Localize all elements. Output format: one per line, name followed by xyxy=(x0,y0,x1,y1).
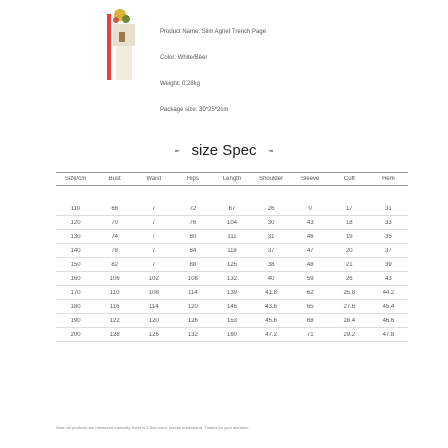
table-cell: 43 xyxy=(306,219,314,226)
table-cell: 29.2 xyxy=(343,331,356,338)
table-row xyxy=(56,314,408,328)
table-cell: 160 xyxy=(226,331,237,338)
table-row xyxy=(56,216,408,230)
table-cell: 47.8 xyxy=(382,331,395,338)
table-cell: 68 xyxy=(306,317,314,324)
table-cell: 132 xyxy=(187,331,198,338)
column-header: Waist xyxy=(146,176,162,182)
table-row xyxy=(56,202,408,216)
table-cell: 170 xyxy=(70,289,81,296)
table-cell: 82 xyxy=(111,261,118,268)
size-table-body xyxy=(56,202,408,342)
measurement-note: Note: All products are measured manually, there is 1-3cm error, please understand. Thanks for your attention. xyxy=(56,425,250,430)
table-cell: 18 xyxy=(345,219,353,226)
table-cell: 25.8 xyxy=(343,289,356,296)
table-cell: 65 xyxy=(306,303,314,310)
table-cell: 102 xyxy=(148,275,159,282)
table-cell: 120 xyxy=(187,303,198,310)
table-cell: 76 xyxy=(189,219,197,226)
table-cell: 114 xyxy=(148,303,159,310)
table-cell: 40 xyxy=(267,275,275,282)
table-cell: 43.6 xyxy=(265,303,277,310)
table-cell: 139 xyxy=(226,289,237,296)
table-cell: 118 xyxy=(227,247,237,254)
header-dash-right: - xyxy=(268,142,274,159)
table-cell: 39 xyxy=(385,261,392,268)
table-cell: 0 xyxy=(308,205,312,212)
column-header: Sleeve xyxy=(301,176,320,182)
column-header: Bust xyxy=(108,176,121,182)
coat-illustration xyxy=(104,8,138,83)
table-cell: 110 xyxy=(109,289,120,296)
table-cell: 190 xyxy=(70,317,81,324)
table-row xyxy=(56,244,408,258)
table-cell: / xyxy=(152,247,155,254)
table-cell: 84 xyxy=(189,247,197,254)
table-cell: 26 xyxy=(345,275,353,282)
table-cell: 180 xyxy=(70,303,81,310)
table-cell: 37 xyxy=(267,247,275,254)
column-header: Size/cm xyxy=(64,176,87,182)
size-table xyxy=(56,172,408,342)
table-cell: 114 xyxy=(188,289,198,296)
table-cell: 37 xyxy=(385,247,392,254)
table-cell: 72 xyxy=(189,205,197,212)
size-spec-header xyxy=(0,142,448,158)
table-cell: 160 xyxy=(70,275,81,282)
table-cell: 17 xyxy=(345,205,353,212)
column-header: Cuff xyxy=(343,176,355,182)
table-row xyxy=(56,300,408,314)
table-cell: 200 xyxy=(70,331,81,338)
header-dash-left: - xyxy=(174,142,180,159)
table-cell: 20 xyxy=(345,247,353,254)
table-row xyxy=(56,272,408,286)
table-cell: 31 xyxy=(385,205,392,212)
column-header: Hem xyxy=(382,176,395,182)
table-row xyxy=(56,286,408,300)
product-weight: Weight: 0.28kg xyxy=(160,81,200,87)
product-name: Product Name: Slim Agnet Trench Page xyxy=(160,29,267,35)
column-header: Shoulder xyxy=(259,176,284,182)
table-cell: 46.6 xyxy=(382,317,395,324)
table-cell: 126 xyxy=(187,317,198,324)
table-cell: 80 xyxy=(189,233,197,240)
table-cell: 111 xyxy=(227,233,237,240)
table-cell: 120 xyxy=(70,219,81,226)
table-cell: 71 xyxy=(306,331,314,338)
table-cell: / xyxy=(152,233,155,240)
table-cell: 116 xyxy=(109,303,120,310)
table-cell: 33 xyxy=(385,219,392,226)
table-cell: 31 xyxy=(267,233,275,240)
table-cell: 70 xyxy=(111,219,118,226)
table-cell: 26 xyxy=(267,205,275,212)
column-header: Hips xyxy=(186,176,199,182)
table-cell: 132 xyxy=(226,275,237,282)
table-cell: 62 xyxy=(306,289,314,296)
table-cell: 41.8 xyxy=(265,289,277,296)
table-cell: / xyxy=(152,205,155,212)
table-cell: 66 xyxy=(111,205,118,212)
table-cell: 140 xyxy=(70,247,81,254)
table-cell: 110 xyxy=(70,205,81,212)
column-header: Length xyxy=(222,176,242,182)
table-cell: 153 xyxy=(226,317,237,324)
table-cell: 45.6 xyxy=(265,317,277,324)
table-cell: 67 xyxy=(228,205,236,212)
table-cell: 74 xyxy=(111,233,118,240)
table-cell: 122 xyxy=(109,317,120,324)
table-cell: 150 xyxy=(70,261,81,268)
table-cell: / xyxy=(152,261,155,268)
table-cell: 130 xyxy=(70,233,81,240)
table-cell: 88 xyxy=(189,261,197,268)
table-cell: 120 xyxy=(148,317,159,324)
size-spec-title: size Spec xyxy=(191,142,257,159)
table-cell: 28.4 xyxy=(343,317,356,324)
table-cell: 38 xyxy=(267,261,275,268)
table-cell: 47.2 xyxy=(265,331,277,338)
table-cell: 27.6 xyxy=(343,303,356,310)
table-row xyxy=(56,230,408,244)
table-cell: 146 xyxy=(226,303,237,310)
table-cell: 45.4 xyxy=(382,303,395,310)
table-cell: 108 xyxy=(148,289,159,296)
table-cell: 47 xyxy=(306,247,314,254)
table-row xyxy=(56,258,408,272)
size-table-header xyxy=(56,172,408,186)
table-cell: 21 xyxy=(345,261,353,268)
product-color: Color: White/Beer xyxy=(160,55,208,61)
table-cell: 125 xyxy=(226,261,237,268)
table-cell: 30 xyxy=(267,219,275,226)
table-cell: 128 xyxy=(109,331,120,338)
table-cell: 126 xyxy=(148,331,159,338)
table-row xyxy=(56,328,408,342)
table-cell: 106 xyxy=(109,275,120,282)
table-cell: 48 xyxy=(306,261,314,268)
table-cell: 78 xyxy=(111,247,118,254)
product-info xyxy=(160,28,430,132)
table-cell: 104 xyxy=(226,219,237,226)
table-cell: 35 xyxy=(385,233,392,240)
product-package: Package size: 30*25*2cm xyxy=(160,107,229,113)
table-cell: / xyxy=(152,219,155,226)
table-cell: 43 xyxy=(385,275,392,282)
table-cell: 108 xyxy=(187,275,198,282)
table-cell: 46 xyxy=(306,233,314,240)
table-cell: 44.2 xyxy=(382,289,395,296)
product-image xyxy=(104,8,138,83)
table-cell: 59 xyxy=(306,275,314,282)
table-cell: 19 xyxy=(345,233,353,240)
